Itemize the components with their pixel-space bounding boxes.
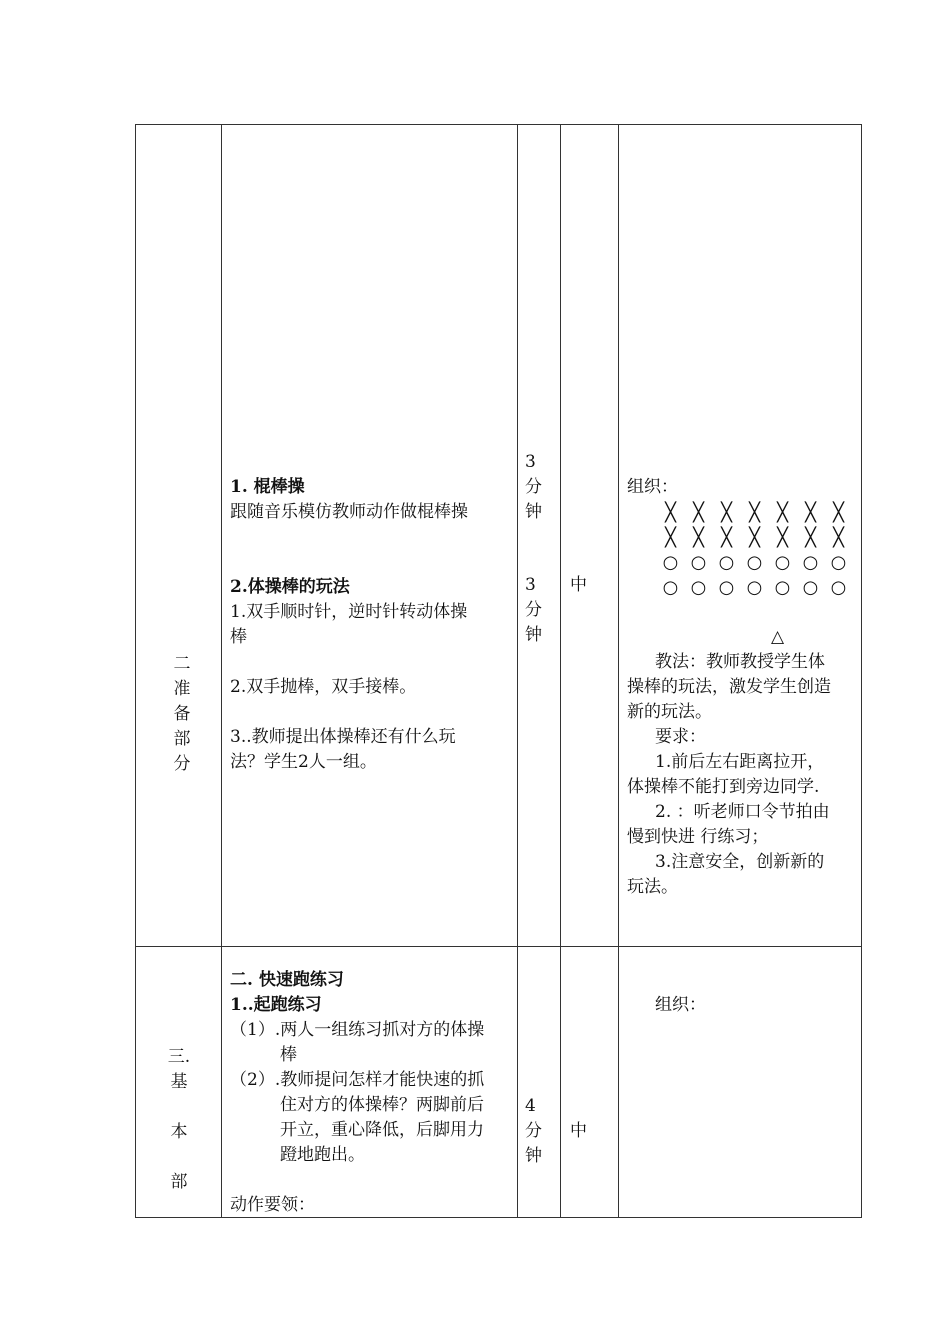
section-name-basic: 三. 基 本 部: [167, 1047, 191, 1192]
column-divider: [618, 125, 619, 1217]
basic-content: 二. 快速跑练习 1..起跑练习 （1）.两人一组练习抓对方的体操 棒 （2）.教师提问怎样才能快速的抓 住对方的体操棒？两脚前后 开立，重心降低，后脚用力 蹬地跑出。 动作要领：: [230, 968, 484, 1218]
row-divider: [136, 946, 861, 947]
basic-time: 4 分 钟: [525, 1096, 542, 1166]
formation-o-row: ○ ○ ○ ○ ○ ○ ○: [662, 577, 847, 598]
lesson-plan-table: [135, 124, 862, 1218]
basic-title: 二. 快速跑练习: [230, 970, 344, 990]
organization-label: 组织：: [627, 477, 678, 497]
prep-time-1: 3 分 钟: [525, 452, 542, 522]
basic-intensity: 中: [570, 1121, 587, 1141]
item1-title: 1. 棍棒操: [230, 477, 305, 497]
prep-organization: 组织： ╳ ╳ ╳ ╳ ╳ ╳ ╳ ╳ ╳ ╳ ╳ ╳ ╳ ╳ ○ ○ ○ ○ ○ ○ ○ ○ ○ ○ ○ ○ ○ ○ △ 教法：教师教授学生体 操棒的玩法，激发学生创造 新的玩法。 要求： 1.前后左右距离拉开， 体操棒不能打到旁边同学. 2. ：听老师口令节拍由 慢到快进 行练习； 3.注意安全，创新新的 玩法。: [627, 477, 847, 897]
formation-x-row: ╳ ╳ ╳ ╳ ╳ ╳ ╳: [665, 502, 844, 523]
formation-x-row: ╳ ╳ ╳ ╳ ╳ ╳ ╳: [665, 527, 844, 548]
essentials-label: 动作要领：: [230, 1195, 315, 1215]
column-divider: [560, 125, 561, 1217]
item2-title: 2.体操棒的玩法: [230, 577, 350, 597]
teacher-triangle-icon: △: [771, 627, 785, 647]
requirements-label: 要求：: [655, 727, 706, 747]
column-divider: [517, 125, 518, 1217]
basic-subtitle: 1..起跑练习: [230, 995, 322, 1015]
basic-organization-label: 组织：: [655, 995, 706, 1015]
item1-desc: 跟随音乐模仿教师动作做棍棒操: [230, 502, 468, 522]
prep-time-2: 3 分 钟: [525, 575, 542, 645]
formation-o-row: ○ ○ ○ ○ ○ ○ ○: [662, 552, 847, 573]
column-divider: [221, 125, 222, 1217]
prep-intensity: 中: [570, 575, 587, 595]
section-name-prep: 二 准 备 部 分: [173, 654, 191, 774]
prep-content: 1. 棍棒操 跟随音乐模仿教师动作做棍棒操 2.体操棒的玩法 1.双手顺时针，逆时针转动体操 棒 2.双手抛棒，双手接棒。 3..教师提出体操棒还有什么玩 法？学生2人一组。: [230, 477, 468, 772]
